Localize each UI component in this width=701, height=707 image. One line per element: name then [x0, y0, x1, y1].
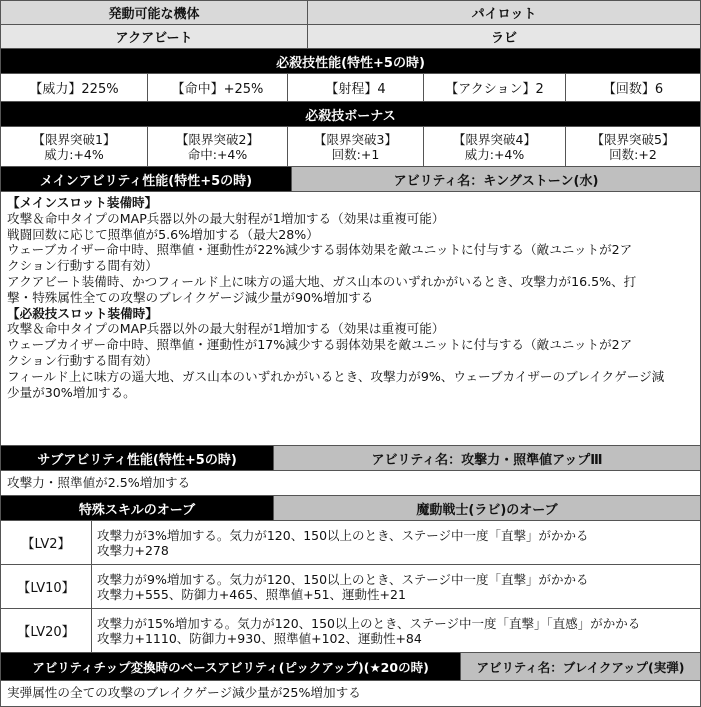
orb-header-row	[1, 496, 700, 521]
chip-ability-name: アビリティ名：ブレイクアップ(実弾)	[461, 653, 700, 680]
pilot-header: パイロット	[308, 1, 700, 24]
main-ability-name: アビリティ名：キングストーン(水)	[292, 167, 700, 191]
bonus-value: 命中:+4%	[187, 146, 248, 162]
special-bonus-row	[1, 127, 700, 167]
orb-level-text	[97, 609, 696, 652]
bonus-name: 【限界突破5】	[591, 131, 675, 147]
ability-line: ウェーブカイザー命中時、照準値・運動性が22%減少する弱体効果を敵ユニットに付与する（敵ユニットが2ア	[7, 242, 633, 258]
bonus-item	[148, 127, 288, 166]
orb-level-text	[97, 565, 696, 608]
bonus-name: 【限界突破2】	[176, 131, 259, 147]
sub-ability-text: 攻撃力・照準値が2.5%増加する	[7, 475, 191, 490]
ability-line: フィールド上に味方の遥大地、ガス山本のいずれかがいるとき、攻撃力が9%、ウェーブカイザーのブレイクゲージ減	[7, 368, 665, 384]
sub-ability-header: サブアビリティ性能(特性+5の時)	[1, 446, 274, 470]
machine-header: 発動可能な機体	[1, 1, 308, 24]
bonus-value: 威力:+4%	[464, 146, 525, 162]
ability-line: 少量が30%増加する。	[7, 384, 136, 400]
bonus-item	[1, 127, 148, 166]
pilot-name: ラビ	[308, 25, 700, 48]
sub-ability-name: アビリティ名：攻撃力・照準値アップⅢ	[274, 446, 700, 470]
orb-header: 特殊スキルのオーブ	[1, 496, 274, 520]
main-ability-header-row	[1, 167, 700, 192]
bonus-value: 回数:+2	[609, 146, 657, 162]
unit-name-row	[1, 25, 700, 49]
orb-level-text	[97, 521, 696, 564]
orb-effect: 攻撃力が3%増加する。気力が120、150以上のとき、ステージ中一度「直撃」がかかる	[97, 527, 589, 543]
bonus-value: 威力:+4%	[44, 146, 104, 162]
bonus-item	[288, 127, 424, 166]
chip-text: 実弾属性の全ての攻撃のブレイクゲージ減少量が25%増加する	[7, 685, 361, 700]
bonus-item	[424, 127, 566, 166]
orb-level-label: 【LV20】	[1, 609, 92, 652]
ability-line: 攻撃＆命中タイプのMAP兵器以外の最大射程が1増加する（効果は重複可能）	[7, 321, 445, 337]
bonus-item	[566, 127, 700, 166]
stat-accuracy: 【命中】+25%	[148, 74, 288, 101]
unit-header-row	[1, 1, 700, 25]
ability-line: クション行動する間有効）	[7, 258, 158, 274]
orb-level-row	[1, 565, 700, 609]
bonus-name: 【限界突破1】	[32, 131, 116, 147]
special-stats-row	[1, 74, 700, 102]
orb-effect: 攻撃力が15%増加する。気力が120、150以上のとき、ステージ中一度「直撃」「直感」がかかる	[97, 615, 641, 631]
bonus-name: 【限界突破3】	[314, 131, 397, 147]
main-ability-description	[1, 192, 700, 446]
ability-line: ウェーブカイザー命中時、照準値・運動性が17%減少する弱体効果を敵ユニットに付与する（敵ユニットが2ア	[7, 337, 633, 353]
chip-header-row	[1, 653, 700, 681]
orb-stats: 攻撃力+555、防御力+465、照準値+51、運動性+21	[97, 586, 406, 602]
sub-ability-header-row	[1, 446, 700, 471]
ability-line: 戦闘回数に応じて照準値が5.6%増加する（最大28%）	[7, 226, 319, 242]
orb-level-row	[1, 609, 700, 653]
stat-action: 【アクション】2	[424, 74, 566, 101]
stat-count: 【回数】6	[602, 82, 664, 97]
ability-line: アクアビート装備時、かつフィールド上に味方の遥大地、ガス山本のいずれかがいるとき、攻撃力が16.5%、打	[7, 273, 637, 289]
orb-stats: 攻撃力+278	[97, 542, 169, 558]
orb-stats: 攻撃力+1110、防御力+930、照準値+102、運動性+84	[97, 630, 422, 646]
special-perf-title: 必殺技性能(特性+5の時)	[1, 49, 700, 74]
main-slot-heading: 【メインスロット装備時】	[7, 195, 158, 210]
main-ability-header: メインアビリティ性能(特性+5の時)	[1, 167, 292, 191]
ability-line: 攻撃＆命中タイプのMAP兵器以外の最大射程が1増加する（効果は重複可能）	[7, 210, 445, 226]
chip-description	[1, 681, 700, 706]
stat-range: 【射程】4	[288, 74, 424, 101]
bonus-name: 【限界突破4】	[453, 131, 536, 147]
bonus-value: 回数:+1	[331, 146, 380, 162]
orb-level-row	[1, 521, 700, 565]
chip-header: アビリティチップ変換時のベースアビリティ(ピックアップ)(★20の時)	[1, 653, 461, 680]
sub-ability-description	[1, 471, 700, 496]
ability-line: 撃・特殊属性全ての攻撃のブレイクゲージ減少量が90%増加する	[7, 289, 374, 305]
machine-name: アクアビート	[1, 25, 308, 48]
stat-power: 【威力】225%	[1, 74, 148, 101]
special-slot-heading: 【必殺技スロット装備時】	[7, 305, 158, 321]
orb-level-label: 【LV2】	[1, 521, 92, 564]
orb-effect: 攻撃力が9%増加する。気力が120、150以上のとき、ステージ中一度「直撃」がかかる	[97, 571, 589, 587]
special-bonus-title: 必殺技ボーナス	[1, 102, 700, 127]
orb-level-label: 【LV10】	[1, 565, 92, 608]
orb-name: 魔動戦士(ラビ)のオーブ	[274, 496, 700, 520]
ability-line: クション行動する間有効）	[7, 352, 158, 368]
